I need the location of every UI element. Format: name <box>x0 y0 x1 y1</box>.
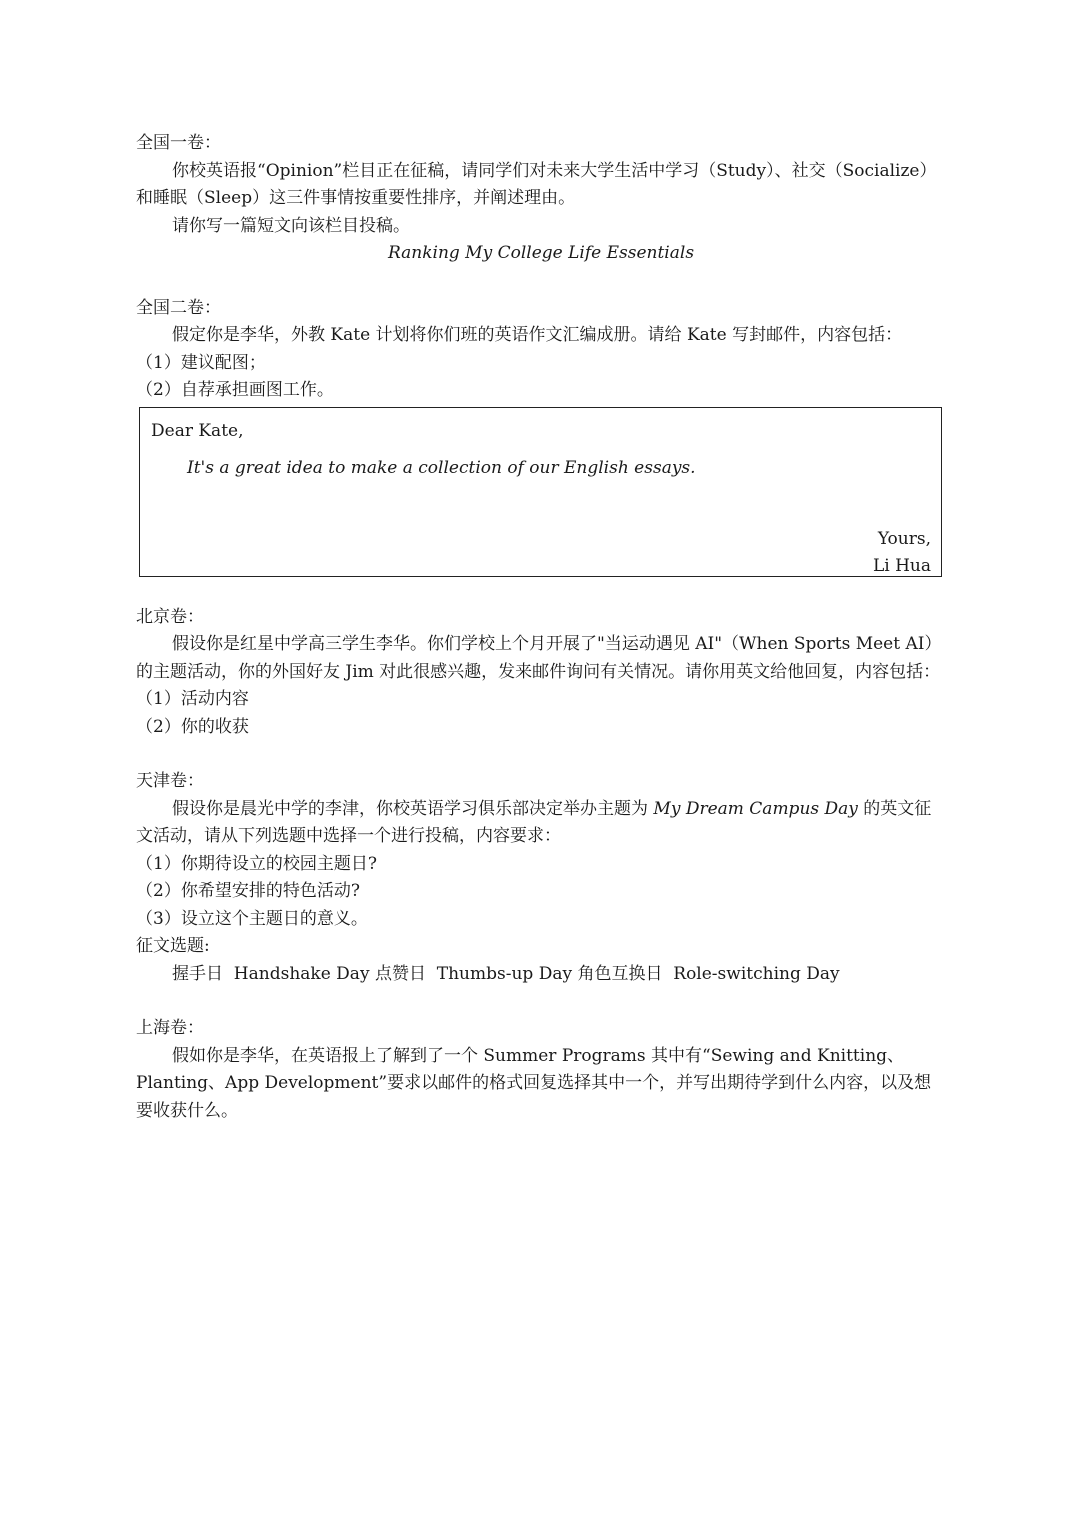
requirement-item: （2）你希望安排的特色活动? <box>136 881 360 901</box>
theme-title: My Dream Campus Day <box>653 798 858 819</box>
section-beijing <box>136 604 946 742</box>
section-tianjin <box>136 768 946 988</box>
prompt-paragraph: 假定你是李华，外教 Kate 计划将你们班的英语作文汇编成册。请给 Kate 写封邮件，内容包括： <box>172 325 903 345</box>
letter-template-box <box>139 407 942 577</box>
topics-list: 握手日 Handshake Day 点赞日 Thumbs-up Day 角色互换日 Role-switching Day <box>172 963 840 984</box>
section-national-2 <box>136 295 946 577</box>
requirement-item: （1）活动内容 <box>136 689 249 709</box>
letter-salutation: Dear Kate, <box>151 420 244 441</box>
essay-title: Ranking My College Life Essentials <box>387 243 695 263</box>
section-heading: 天津卷： <box>136 771 204 791</box>
prompt-text: 假设你是晨光中学的李津，你校英语学习俱乐部决定举办主题为 <box>172 798 654 819</box>
section-heading: 上海卷： <box>136 1018 204 1038</box>
requirement-item: （2）自荐承担画图工作。 <box>136 380 334 400</box>
prompt-paragraph <box>136 796 946 851</box>
prompt-paragraph: 假如你是李华，在英语报上了解到了一个 Summer Programs 其中有“Sewing and Knitting、Planting、App Development”要求以邮件的格式回复选择其中一个，并写出期待学到什么内容，以及想要收获什么。 <box>136 1045 932 1121</box>
exam-document <box>136 130 946 1125</box>
letter-signature: Li Hua <box>872 555 931 576</box>
letter-opening-sentence: It's a great idea to make a collection of our English essays. <box>187 457 696 478</box>
prompt-paragraph: 请你写一篇短文向该栏目投稿。 <box>172 215 410 236</box>
section-national-1 <box>136 130 946 268</box>
section-heading: 北京卷： <box>136 606 204 627</box>
requirement-item: （3）设立这个主题日的意义。 <box>136 908 368 929</box>
requirement-item: （1）你期待设立的校园主题日? <box>136 853 377 874</box>
prompt-paragraph: 假设你是红星中学高三学生李华。你们学校上个月开展了"当运动遇见 AI"（When Sports Meet AI）的主题活动，你的外国好友 Jim 对此很感兴趣，发来邮件询问有关情况。请你用英文给他回复，内容包括： <box>136 634 942 682</box>
topics-label: 征文选题: <box>136 936 210 956</box>
section-heading: 全国一卷： <box>136 133 221 153</box>
prompt-text: 的英文征文活动，请从下列选题中选择一个进行投稿，内容要求： <box>136 798 932 846</box>
section-heading: 全国二卷： <box>136 297 221 318</box>
requirement-item: （2）你的收获 <box>136 716 249 737</box>
requirement-item: （1）建议配图； <box>136 352 266 373</box>
letter-closing: Yours, <box>877 528 931 549</box>
prompt-paragraph: 你校英语报“Opinion”栏目正在征稿，请同学们对未来大学生活中学习（Study）、社交（Socialize）和睡眠（Sleep）这三件事情按重要性排序，并阐述理由。 <box>136 160 937 208</box>
section-shanghai <box>136 1015 946 1125</box>
